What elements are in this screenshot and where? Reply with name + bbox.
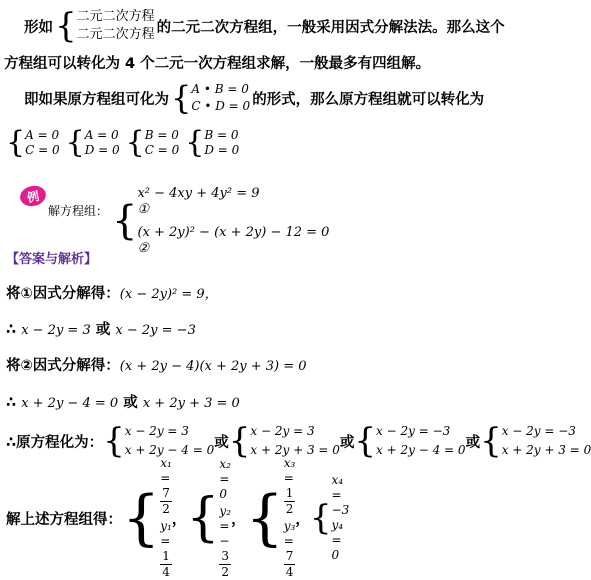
reduced-system-3: [354, 421, 466, 461]
system-ac: [6, 125, 60, 160]
step-5: [6, 421, 591, 461]
step-4-eq-a: x + 2y − 4 = 0: [21, 396, 119, 411]
system-bc: [125, 125, 180, 160]
step-3-text: 将②因式分解得：: [6, 358, 120, 374]
separator: ，: [231, 511, 246, 528]
reduced-system-1: [103, 421, 215, 461]
left-brace-icon: {: [55, 6, 77, 46]
system-row: D = 0: [204, 143, 240, 157]
circled-two-icon: ②: [137, 240, 150, 256]
example-eq-1: x² − 4xy + 4y² = 9 ①: [137, 186, 329, 219]
ab-cd-system: [171, 79, 251, 117]
left-brace-icon: {: [228, 421, 251, 461]
separator: ，: [171, 511, 187, 528]
solution-4: [310, 473, 349, 563]
system-row: D = 0: [84, 143, 120, 157]
system-row: C = 0: [25, 143, 60, 157]
solution-1: [122, 456, 172, 580]
reduced-system-4: [480, 421, 591, 461]
step-2-eq-a: x − 2y = 3: [21, 323, 91, 338]
or-word: 或: [95, 322, 111, 338]
example-system: [112, 184, 329, 257]
intro-line-2: 方程组可以转化为 4 个二元一次方程组求解，一般最多有四组解。: [4, 56, 431, 72]
left-brace-icon: {: [6, 125, 26, 160]
step-4-eq-b: x + 2y + 3 = 0: [142, 396, 240, 411]
system-row: x − 2y = 3: [124, 424, 189, 438]
or-word: 或: [214, 434, 229, 451]
left-brace-icon: {: [245, 483, 284, 553]
intro-line-3: [24, 78, 484, 118]
step-6: [6, 456, 350, 579]
step-2: [6, 318, 196, 339]
separator: ，: [295, 511, 310, 528]
intro-line-3-suffix: 的形式，那么原方程组就可以转化为: [252, 91, 485, 108]
left-brace-icon: {: [186, 488, 220, 548]
left-brace-icon: {: [125, 125, 145, 160]
system-row: B = 0: [144, 128, 179, 142]
left-brace-icon: {: [122, 483, 161, 553]
step-3: [6, 354, 307, 375]
step-2-eq-b: x − 2y = −3: [115, 323, 196, 338]
example-badge: [20, 186, 46, 206]
generic-system-row-1: 二元二次方程: [76, 9, 155, 24]
system-row: C = 0: [144, 143, 180, 157]
system-row: x − 2y = −3: [376, 424, 451, 438]
system-row: A = 0: [25, 128, 60, 142]
system-row: x + 2y − 4 = 0: [124, 443, 215, 457]
circled-one-icon: ①: [137, 202, 150, 218]
step-5-text: ∴原方程化为：: [6, 434, 104, 451]
step-4: [6, 391, 240, 412]
reduced-system-2: [228, 421, 340, 461]
generic-system-row-2: 二元二次方程: [76, 26, 155, 42]
example-label: 解方程组：: [48, 204, 109, 218]
solution-2-x: x₂ = 0: [219, 456, 231, 501]
eq-ab: A • B = 0: [191, 82, 249, 96]
solution-4-y: y₄ = 0: [331, 518, 344, 562]
left-brace-icon: {: [171, 79, 192, 117]
left-brace-icon: {: [480, 421, 502, 461]
solution-4-x: x₄ = −3: [331, 473, 350, 517]
solution-2-y: y₂ = − 3 2: [219, 503, 232, 579]
solution-3: [246, 456, 296, 580]
or-word: 或: [123, 395, 138, 411]
system-row: A = 0: [84, 128, 119, 142]
system-row: x − 2y = −3: [501, 424, 576, 438]
four-systems: [6, 125, 240, 160]
example-badge-icon: 例: [18, 184, 48, 209]
system-row: x + 2y + 3 = 0: [501, 443, 591, 457]
step-1: [6, 282, 218, 303]
solution-1-y: y₁ = 1 4: [160, 519, 172, 579]
system-row: x + 2y − 4 = 0: [376, 443, 466, 457]
or-word: 或: [465, 434, 481, 451]
left-brace-icon: {: [354, 421, 377, 461]
solution-3-x: x₃ = 1 2: [283, 456, 296, 516]
intro-prefix: 形如: [24, 19, 53, 36]
intro-suffix: 的二元二次方程组，一般采用因式分解法法。那么这个: [156, 19, 505, 36]
step-3-math: (x + 2y − 4)(x + 2y + 3) = 0: [119, 359, 307, 374]
left-brace-icon: {: [103, 421, 125, 461]
eq-cd: C • D = 0: [191, 99, 251, 113]
system-row: B = 0: [204, 128, 239, 142]
left-brace-icon: {: [65, 125, 85, 160]
intro-line-3-prefix: 即如果原方程组可化为: [24, 91, 169, 108]
or-word: 或: [339, 434, 355, 451]
solution-1-x: x₁ = 7 2: [160, 456, 172, 516]
system-row: x − 2y = 3: [250, 424, 315, 438]
left-brace-icon: {: [309, 498, 332, 538]
left-brace-icon: {: [112, 197, 138, 244]
answer-heading: 【答案与解析】: [6, 252, 98, 267]
therefore-symbol: ∴: [6, 395, 17, 411]
intro-line-1: [24, 6, 505, 46]
solution-3-y: y₃ = 7 4: [283, 519, 296, 579]
system-bd: [185, 125, 240, 160]
system-ad: [65, 125, 120, 160]
step-1-math: (x − 2y)² = 9，: [119, 287, 218, 302]
step-6-text: 解上述方程组得：: [6, 511, 122, 528]
solution-2: [186, 457, 231, 580]
system-row: x + 2y + 3 = 0: [250, 443, 340, 457]
step-1-text: 将①因式分解得：: [6, 286, 120, 302]
example-eq-2: (x + 2y)² − (x + 2y) − 12 = 0 ②: [137, 224, 330, 256]
left-brace-icon: {: [185, 125, 205, 160]
therefore-symbol: ∴: [6, 322, 17, 338]
generic-system: [55, 6, 155, 46]
